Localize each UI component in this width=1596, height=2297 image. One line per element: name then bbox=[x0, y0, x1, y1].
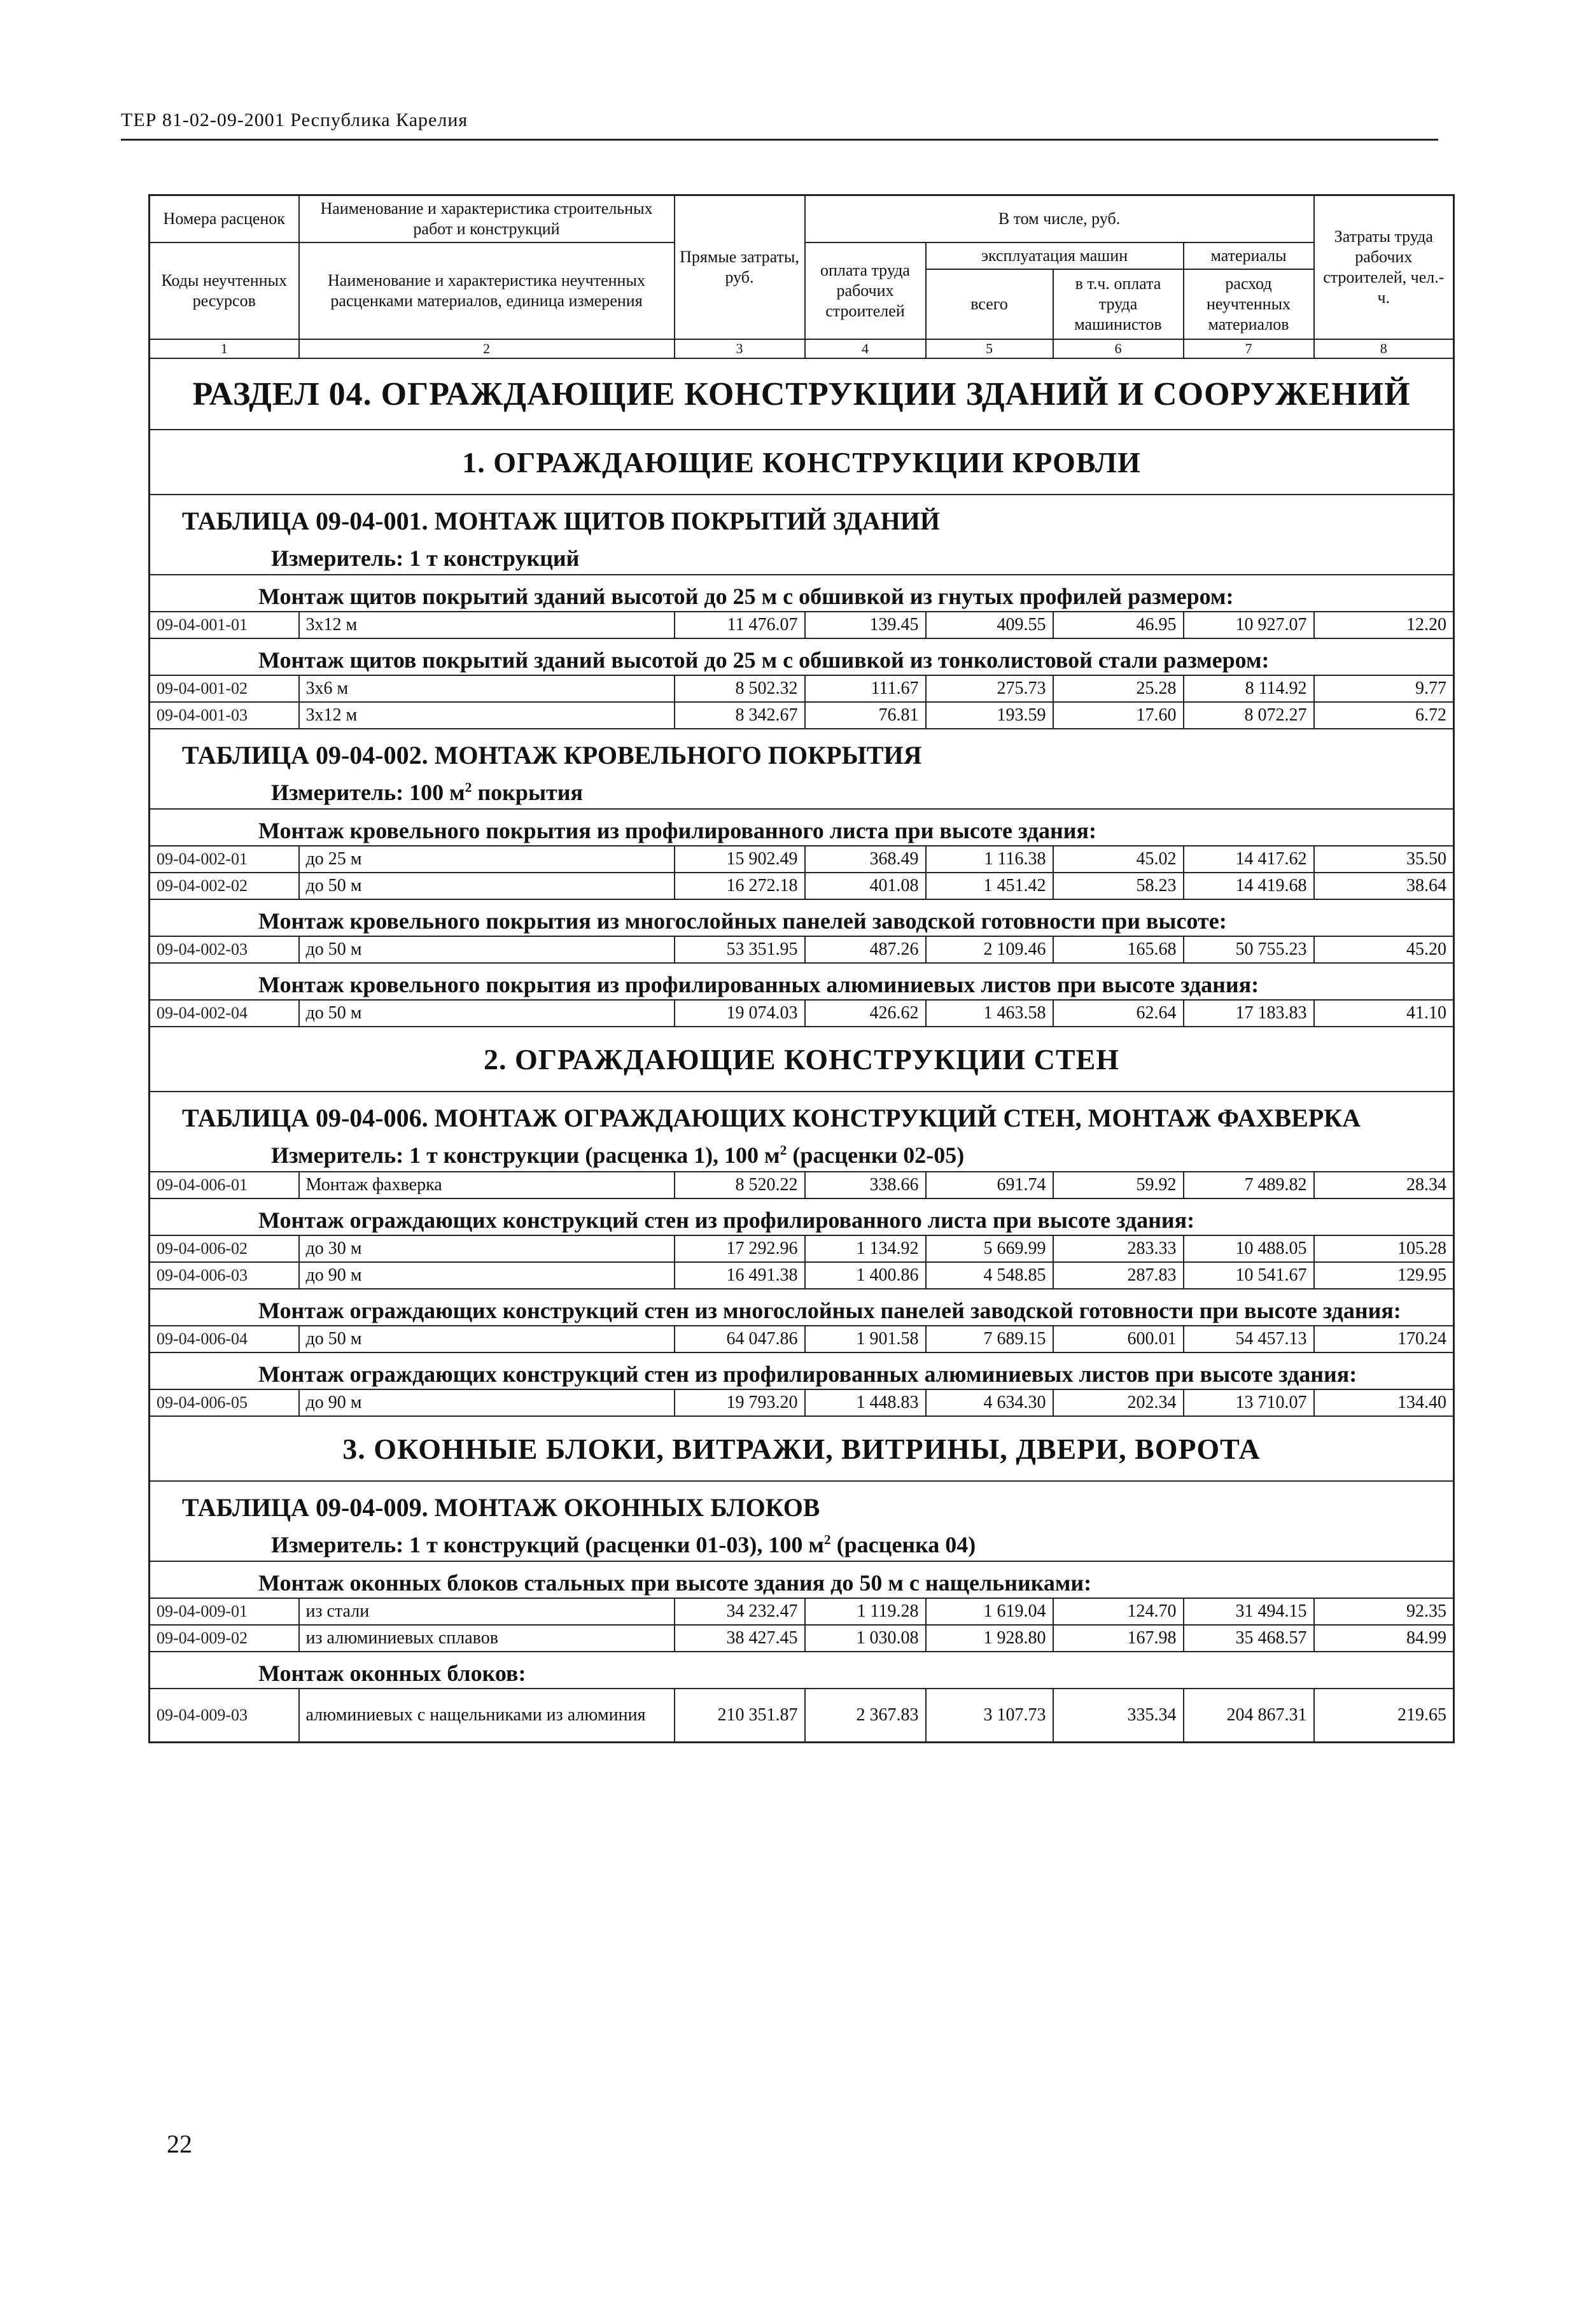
measure-superscript: 2 bbox=[465, 780, 472, 795]
labor-hours: 105.28 bbox=[1314, 1235, 1454, 1262]
machines-total: 193.59 bbox=[926, 702, 1053, 729]
materials-cost: 10 927.07 bbox=[1184, 612, 1314, 638]
section-title: 1. ОГРАЖДАЮЩИЕ КОНСТРУКЦИИ КРОВЛИ bbox=[150, 430, 1454, 495]
labor-hours: 129.95 bbox=[1314, 1262, 1454, 1289]
section-title-row bbox=[150, 430, 1454, 495]
table-title bbox=[150, 729, 1454, 809]
column-number: 1 bbox=[150, 339, 299, 358]
machines-total: 1 116.38 bbox=[926, 846, 1053, 873]
machinists-pay: 287.83 bbox=[1053, 1262, 1184, 1289]
work-name: до 50 м bbox=[299, 936, 675, 963]
work-name: до 50 м bbox=[299, 1326, 675, 1352]
labor-hours: 38.64 bbox=[1314, 873, 1454, 899]
labor-pay: 1 119.28 bbox=[805, 1598, 926, 1625]
rate-code: 09-04-006-02 bbox=[150, 1235, 299, 1262]
group-label: Монтаж кровельного покрытия из профилированных алюминиевых листов при высоте здания: bbox=[150, 963, 1454, 1000]
machinists-pay: 124.70 bbox=[1053, 1598, 1184, 1625]
page-number: 22 bbox=[167, 2130, 192, 2158]
measure-unit bbox=[182, 1524, 1446, 1561]
labor-pay: 338.66 bbox=[805, 1172, 926, 1198]
group-label-row bbox=[150, 1198, 1454, 1235]
table-row bbox=[150, 1000, 1454, 1027]
table-row bbox=[150, 1326, 1454, 1352]
col6-header: в т.ч. оплата труда машинистов bbox=[1053, 269, 1184, 339]
machines-total: 7 689.15 bbox=[926, 1326, 1053, 1352]
machinists-pay: 335.34 bbox=[1053, 1689, 1184, 1743]
work-name: из стали bbox=[299, 1598, 675, 1625]
measure-unit bbox=[182, 1134, 1446, 1171]
measure-label: Измеритель: bbox=[271, 780, 410, 805]
direct-cost: 34 232.47 bbox=[675, 1598, 805, 1625]
table-title-text: ТАБЛИЦА 09-04-006. МОНТАЖ ОГРАЖДАЮЩИХ КОНСТРУКЦИЙ СТЕН, МОНТАЖ ФАХВЕРКА bbox=[182, 1104, 1361, 1132]
group-label-row bbox=[150, 1289, 1454, 1326]
machines-total: 275.73 bbox=[926, 675, 1053, 702]
machinists-pay: 25.28 bbox=[1053, 675, 1184, 702]
rate-code: 09-04-002-02 bbox=[150, 873, 299, 899]
measure-label: Измеритель: bbox=[271, 1532, 410, 1557]
machines-total: 3 107.73 bbox=[926, 1689, 1053, 1743]
measure-superscript: 2 bbox=[780, 1142, 787, 1158]
materials-cost: 50 755.23 bbox=[1184, 936, 1314, 963]
column-number: 8 bbox=[1314, 339, 1454, 358]
group-label: Монтаж ограждающих конструкций стен из профилированных алюминиевых листов при высоте здания: bbox=[150, 1352, 1454, 1389]
machines-total: 4 548.85 bbox=[926, 1262, 1053, 1289]
measure-superscript: 2 bbox=[823, 1532, 831, 1547]
group-label-row bbox=[150, 1652, 1454, 1689]
group-label: Монтаж оконных блоков стальных при высоте здания до 50 м с нащельниками: bbox=[150, 1561, 1454, 1598]
measure-value: 1 т конструкций (расценки 01-03), 100 м bbox=[409, 1532, 824, 1557]
materials-cost: 35 468.57 bbox=[1184, 1625, 1314, 1652]
table-title-row bbox=[150, 495, 1454, 575]
labor-hours: 9.77 bbox=[1314, 675, 1454, 702]
table-row bbox=[150, 702, 1454, 729]
labor-pay: 76.81 bbox=[805, 702, 926, 729]
group-label-row bbox=[150, 809, 1454, 846]
labor-hours: 134.40 bbox=[1314, 1389, 1454, 1416]
work-name: из алюминиевых сплавов bbox=[299, 1625, 675, 1652]
table-row bbox=[150, 612, 1454, 638]
rate-code: 09-04-009-03 bbox=[150, 1689, 299, 1743]
measure-tail: (расценки 02-05) bbox=[787, 1142, 965, 1168]
razdel-title: РАЗДЕЛ 04. ОГРАЖДАЮЩИЕ КОНСТРУКЦИИ ЗДАНИЙ И СООРУЖЕНИЙ bbox=[150, 358, 1454, 430]
machinists-pay: 165.68 bbox=[1053, 936, 1184, 963]
machinists-pay: 59.92 bbox=[1053, 1172, 1184, 1198]
work-name: 3x6 м bbox=[299, 675, 675, 702]
work-name: до 90 м bbox=[299, 1389, 675, 1416]
work-name: 3x12 м bbox=[299, 702, 675, 729]
machines-total: 1 928.80 bbox=[926, 1625, 1053, 1652]
machinists-pay: 202.34 bbox=[1053, 1389, 1184, 1416]
labor-hours: 170.24 bbox=[1314, 1326, 1454, 1352]
materials-cost: 31 494.15 bbox=[1184, 1598, 1314, 1625]
col1-header-bottom: Коды неучтенных ресурсов bbox=[150, 242, 299, 339]
materials-cost: 17 183.83 bbox=[1184, 1000, 1314, 1027]
group-label: Монтаж щитов покрытий зданий высотой до 25 м с обшивкой из гнутых профилей размером: bbox=[150, 575, 1454, 612]
labor-hours: 92.35 bbox=[1314, 1598, 1454, 1625]
labor-pay: 1 134.92 bbox=[805, 1235, 926, 1262]
rate-code: 09-04-002-01 bbox=[150, 846, 299, 873]
included-header: В том числе, руб. bbox=[805, 195, 1314, 243]
section-title-row bbox=[150, 1416, 1454, 1481]
machinists-pay: 167.98 bbox=[1053, 1625, 1184, 1652]
direct-cost: 15 902.49 bbox=[675, 846, 805, 873]
labor-pay: 1 030.08 bbox=[805, 1625, 926, 1652]
table-title bbox=[150, 1481, 1454, 1561]
table-title-text: ТАБЛИЦА 09-04-002. МОНТАЖ КРОВЕЛЬНОГО ПОКРЫТИЯ bbox=[182, 741, 922, 769]
work-name: алюминиевых с нащельниками из алюминия bbox=[299, 1689, 675, 1743]
group-label: Монтаж кровельного покрытия из профилированного листа при высоте здания: bbox=[150, 809, 1454, 846]
table-row bbox=[150, 675, 1454, 702]
group-label-row bbox=[150, 963, 1454, 1000]
direct-cost: 19 793.20 bbox=[675, 1389, 805, 1416]
col7-header: расход неучтенных материалов bbox=[1184, 269, 1314, 339]
table-row bbox=[150, 1172, 1454, 1198]
machinists-pay: 46.95 bbox=[1053, 612, 1184, 638]
col3-header: Прямые затраты, руб. bbox=[675, 195, 805, 340]
col1-header-top: Номера расценок bbox=[150, 195, 299, 243]
col2-header-bottom: Наименование и характеристика неучтенных расценками материалов, единица измерения bbox=[299, 242, 675, 339]
table-row bbox=[150, 1262, 1454, 1289]
column-number: 5 bbox=[926, 339, 1053, 358]
rate-code: 09-04-002-04 bbox=[150, 1000, 299, 1027]
materials-cost: 204 867.31 bbox=[1184, 1689, 1314, 1743]
machines-total: 4 634.30 bbox=[926, 1389, 1053, 1416]
table-row bbox=[150, 936, 1454, 963]
table-title-text: ТАБЛИЦА 09-04-001. МОНТАЖ ЩИТОВ ПОКРЫТИЙ ЗДАНИЙ bbox=[182, 507, 940, 535]
measure-value: 1 т конструкции (расценка 1), 100 м bbox=[409, 1142, 780, 1168]
materials-cost: 14 419.68 bbox=[1184, 873, 1314, 899]
rate-code: 09-04-006-03 bbox=[150, 1262, 299, 1289]
group-label-row bbox=[150, 1561, 1454, 1598]
materials-header: материалы bbox=[1184, 242, 1314, 269]
machines-header: эксплуатация машин bbox=[926, 242, 1184, 269]
measure-label: Измеритель: bbox=[271, 545, 410, 571]
machines-total: 1 619.04 bbox=[926, 1598, 1053, 1625]
materials-cost: 7 489.82 bbox=[1184, 1172, 1314, 1198]
machinists-pay: 45.02 bbox=[1053, 846, 1184, 873]
price-table bbox=[148, 194, 1455, 1743]
section-title: 3. ОКОННЫЕ БЛОКИ, ВИТРАЖИ, ВИТРИНЫ, ДВЕРИ, ВОРОТА bbox=[150, 1416, 1454, 1481]
machines-total: 1 451.42 bbox=[926, 873, 1053, 899]
table-title-row bbox=[150, 729, 1454, 809]
direct-cost: 38 427.45 bbox=[675, 1625, 805, 1652]
measure-value: 100 м bbox=[409, 780, 465, 805]
table-title bbox=[150, 1092, 1454, 1172]
materials-cost: 8 072.27 bbox=[1184, 702, 1314, 729]
labor-pay: 426.62 bbox=[805, 1000, 926, 1027]
table-row bbox=[150, 1598, 1454, 1625]
work-name: до 25 м bbox=[299, 846, 675, 873]
column-number: 3 bbox=[675, 339, 805, 358]
direct-cost: 16 491.38 bbox=[675, 1262, 805, 1289]
rate-code: 09-04-009-01 bbox=[150, 1598, 299, 1625]
labor-hours: 12.20 bbox=[1314, 612, 1454, 638]
column-number: 4 bbox=[805, 339, 926, 358]
group-label: Монтаж кровельного покрытия из многослойных панелей заводской готовности при высоте: bbox=[150, 899, 1454, 936]
labor-pay: 139.45 bbox=[805, 612, 926, 638]
rate-code: 09-04-001-01 bbox=[150, 612, 299, 638]
work-name: до 30 м bbox=[299, 1235, 675, 1262]
direct-cost: 64 047.86 bbox=[675, 1326, 805, 1352]
running-header: ТЕР 81-02-09-2001 Республика Карелия bbox=[121, 109, 468, 130]
machines-total: 2 109.46 bbox=[926, 936, 1053, 963]
work-name: до 50 м bbox=[299, 873, 675, 899]
group-label: Монтаж ограждающих конструкций стен из многослойных панелей заводской готовности при высоте здания: bbox=[150, 1289, 1454, 1326]
group-label-row bbox=[150, 638, 1454, 675]
rate-code: 09-04-009-02 bbox=[150, 1625, 299, 1652]
col4-header: оплата труда рабочих строителей bbox=[805, 242, 926, 339]
labor-hours: 41.10 bbox=[1314, 1000, 1454, 1027]
labor-hours: 28.34 bbox=[1314, 1172, 1454, 1198]
machinists-pay: 600.01 bbox=[1053, 1326, 1184, 1352]
labor-pay: 401.08 bbox=[805, 873, 926, 899]
machines-total: 691.74 bbox=[926, 1172, 1053, 1198]
column-number: 2 bbox=[299, 339, 675, 358]
table-row bbox=[150, 873, 1454, 899]
rate-code: 09-04-006-05 bbox=[150, 1389, 299, 1416]
materials-cost: 14 417.62 bbox=[1184, 846, 1314, 873]
work-name: до 50 м bbox=[299, 1000, 675, 1027]
work-name: до 90 м bbox=[299, 1262, 675, 1289]
direct-cost: 17 292.96 bbox=[675, 1235, 805, 1262]
labor-pay: 2 367.83 bbox=[805, 1689, 926, 1743]
machines-total: 5 669.99 bbox=[926, 1235, 1053, 1262]
rate-code: 09-04-001-03 bbox=[150, 702, 299, 729]
labor-pay: 487.26 bbox=[805, 936, 926, 963]
group-label: Монтаж ограждающих конструкций стен из профилированного листа при высоте здания: bbox=[150, 1198, 1454, 1235]
direct-cost: 8 502.32 bbox=[675, 675, 805, 702]
group-label-row bbox=[150, 899, 1454, 936]
machinists-pay: 283.33 bbox=[1053, 1235, 1184, 1262]
direct-cost: 11 476.07 bbox=[675, 612, 805, 638]
direct-cost: 8 520.22 bbox=[675, 1172, 805, 1198]
labor-pay: 1 448.83 bbox=[805, 1389, 926, 1416]
materials-cost: 13 710.07 bbox=[1184, 1389, 1314, 1416]
labor-pay: 111.67 bbox=[805, 675, 926, 702]
labor-pay: 1 400.86 bbox=[805, 1262, 926, 1289]
col8-header: Затраты труда рабочих строителей, чел.-ч. bbox=[1314, 195, 1454, 340]
measure-tail: (расценка 04) bbox=[830, 1532, 976, 1557]
labor-hours: 6.72 bbox=[1314, 702, 1454, 729]
labor-hours: 84.99 bbox=[1314, 1625, 1454, 1652]
section-title-row bbox=[150, 1027, 1454, 1092]
direct-cost: 53 351.95 bbox=[675, 936, 805, 963]
machines-total: 1 463.58 bbox=[926, 1000, 1053, 1027]
materials-cost: 54 457.13 bbox=[1184, 1326, 1314, 1352]
labor-hours: 45.20 bbox=[1314, 936, 1454, 963]
rate-code: 09-04-006-04 bbox=[150, 1326, 299, 1352]
measure-value: 1 т конструкций bbox=[409, 545, 580, 571]
measure-tail: покрытия bbox=[472, 780, 583, 805]
rate-code: 09-04-006-01 bbox=[150, 1172, 299, 1198]
direct-cost: 16 272.18 bbox=[675, 873, 805, 899]
column-number: 7 bbox=[1184, 339, 1314, 358]
table-title bbox=[150, 495, 1454, 575]
machinists-pay: 17.60 bbox=[1053, 702, 1184, 729]
table-row bbox=[150, 846, 1454, 873]
labor-hours: 219.65 bbox=[1314, 1689, 1454, 1743]
col5-header: всего bbox=[926, 269, 1053, 339]
rate-code: 09-04-002-03 bbox=[150, 936, 299, 963]
materials-cost: 10 541.67 bbox=[1184, 1262, 1314, 1289]
labor-pay: 1 901.58 bbox=[805, 1326, 926, 1352]
work-name: Монтаж фахверка bbox=[299, 1172, 675, 1198]
labor-hours: 35.50 bbox=[1314, 846, 1454, 873]
direct-cost: 19 074.03 bbox=[675, 1000, 805, 1027]
labor-pay: 368.49 bbox=[805, 846, 926, 873]
column-number: 6 bbox=[1053, 339, 1184, 358]
group-label: Монтаж щитов покрытий зданий высотой до 25 м с обшивкой из тонколистовой стали размером: bbox=[150, 638, 1454, 675]
header-rule bbox=[121, 139, 1438, 141]
section-title: 2. ОГРАЖДАЮЩИЕ КОНСТРУКЦИИ СТЕН bbox=[150, 1027, 1454, 1092]
direct-cost: 8 342.67 bbox=[675, 702, 805, 729]
group-label: Монтаж оконных блоков: bbox=[150, 1652, 1454, 1689]
machines-total: 409.55 bbox=[926, 612, 1053, 638]
table-row bbox=[150, 1235, 1454, 1262]
table-row bbox=[150, 1625, 1454, 1652]
materials-cost: 8 114.92 bbox=[1184, 675, 1314, 702]
measure-unit bbox=[182, 771, 1446, 808]
table-row bbox=[150, 1689, 1454, 1743]
measure-unit bbox=[182, 537, 1446, 574]
table-row bbox=[150, 1389, 1454, 1416]
table-title-row bbox=[150, 1481, 1454, 1561]
rate-code: 09-04-001-02 bbox=[150, 675, 299, 702]
table-title-text: ТАБЛИЦА 09-04-009. МОНТАЖ ОКОННЫХ БЛОКОВ bbox=[182, 1493, 820, 1522]
table-title-row bbox=[150, 1092, 1454, 1172]
direct-cost: 210 351.87 bbox=[675, 1689, 805, 1743]
materials-cost: 10 488.05 bbox=[1184, 1235, 1314, 1262]
machinists-pay: 62.64 bbox=[1053, 1000, 1184, 1027]
machinists-pay: 58.23 bbox=[1053, 873, 1184, 899]
group-label-row bbox=[150, 575, 1454, 612]
measure-label: Измеритель: bbox=[271, 1142, 410, 1168]
work-name: 3x12 м bbox=[299, 612, 675, 638]
group-label-row bbox=[150, 1352, 1454, 1389]
razdel-title-row bbox=[150, 358, 1454, 430]
col2-header-top: Наименование и характеристика строительных работ и конструкций bbox=[299, 195, 675, 243]
